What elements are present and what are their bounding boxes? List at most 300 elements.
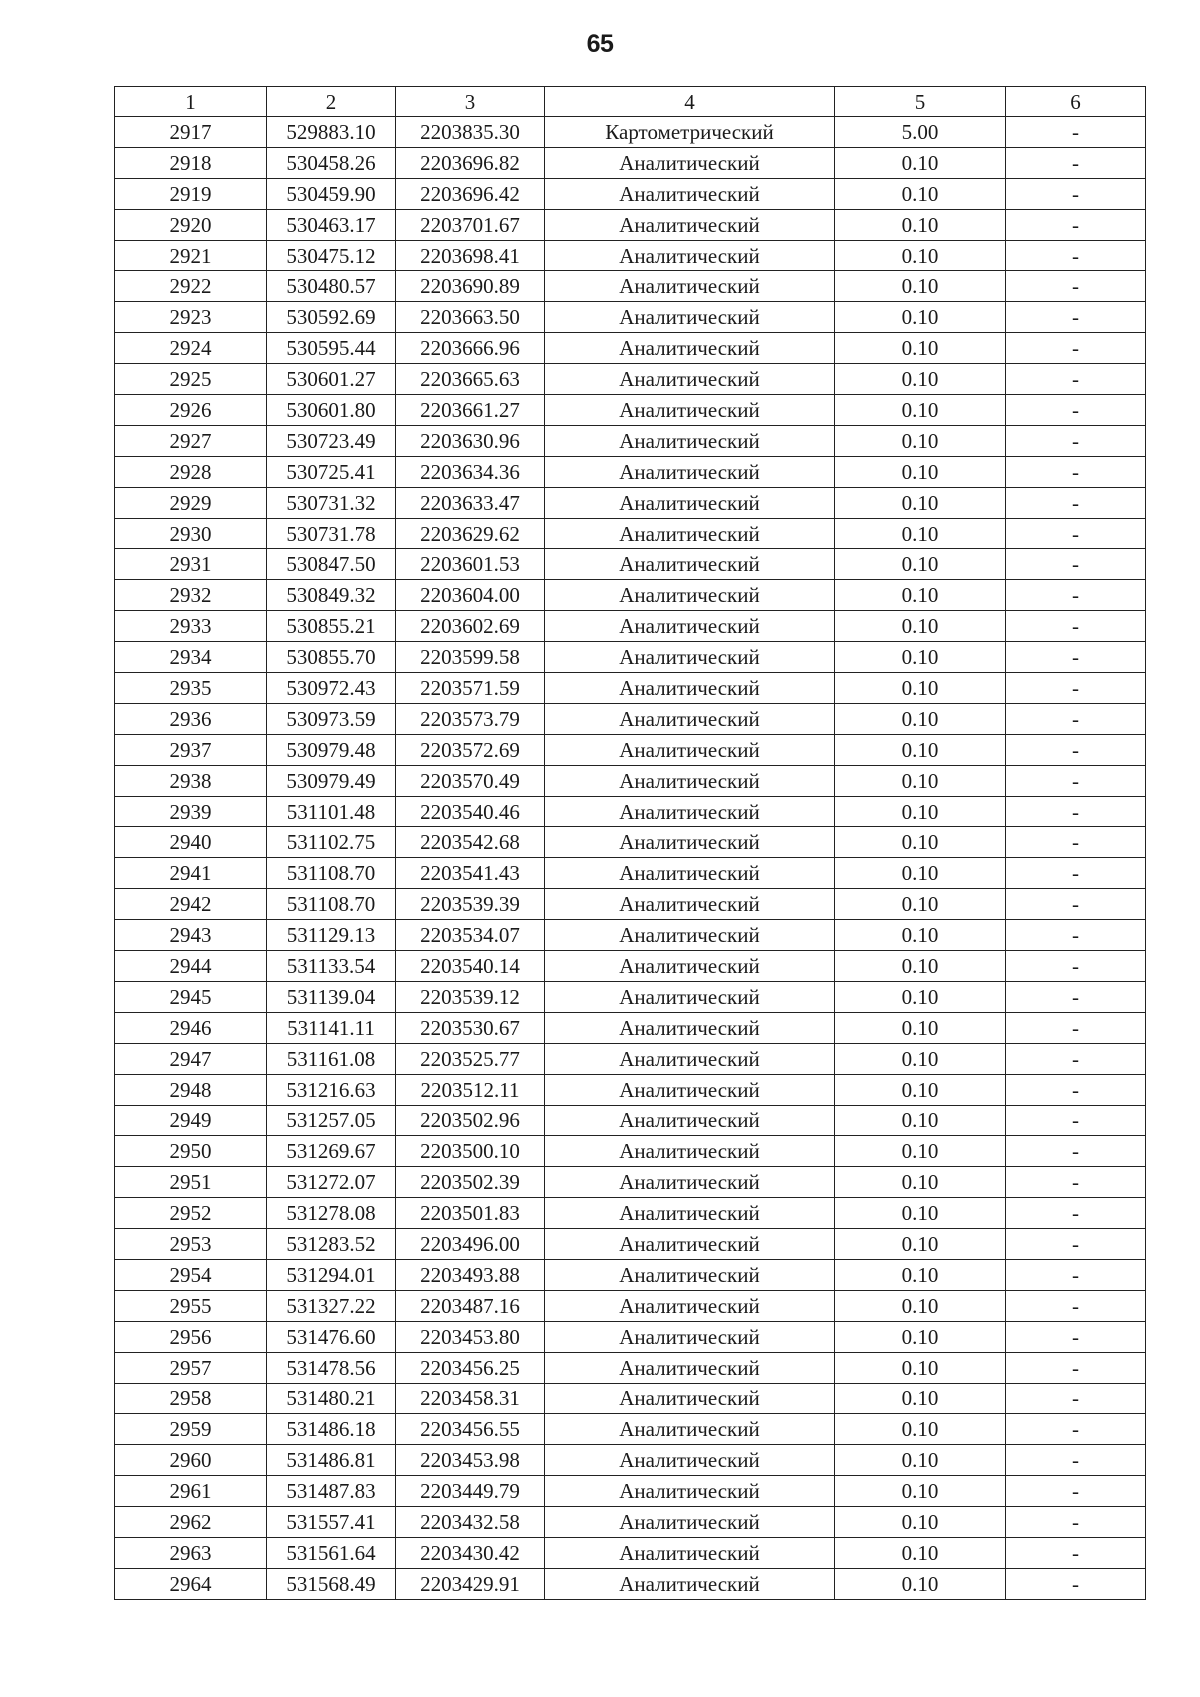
table-row [115, 1105, 1146, 1136]
point-number-cell: 2936 [115, 703, 267, 734]
note-cell: - [1006, 1198, 1146, 1229]
y-coordinate-cell: 2203502.96 [396, 1105, 545, 1136]
point-number-cell: 2957 [115, 1352, 267, 1383]
y-coordinate-cell: 2203541.43 [396, 858, 545, 889]
x-coordinate-cell: 531486.18 [267, 1414, 396, 1445]
table-row [115, 117, 1146, 148]
y-coordinate-cell: 2203540.46 [396, 796, 545, 827]
point-number-cell: 2952 [115, 1198, 267, 1229]
x-coordinate-cell: 531486.81 [267, 1445, 396, 1476]
x-coordinate-cell: 531278.08 [267, 1198, 396, 1229]
table-row [115, 147, 1146, 178]
point-number-cell: 2951 [115, 1167, 267, 1198]
x-coordinate-cell: 531294.01 [267, 1259, 396, 1290]
method-cell: Аналитический [545, 518, 835, 549]
x-coordinate-cell: 530480.57 [267, 271, 396, 302]
table-row [115, 302, 1146, 333]
y-coordinate-cell: 2203456.55 [396, 1414, 545, 1445]
y-coordinate-cell: 2203698.41 [396, 240, 545, 271]
accuracy-cell: 0.10 [835, 1012, 1006, 1043]
note-cell: - [1006, 518, 1146, 549]
method-cell: Аналитический [545, 364, 835, 395]
method-cell: Аналитический [545, 1383, 835, 1414]
point-number-cell: 2963 [115, 1537, 267, 1568]
accuracy-cell: 0.10 [835, 827, 1006, 858]
accuracy-cell: 0.10 [835, 1043, 1006, 1074]
method-cell: Аналитический [545, 178, 835, 209]
x-coordinate-cell: 531272.07 [267, 1167, 396, 1198]
table-row [115, 209, 1146, 240]
method-cell: Аналитический [545, 147, 835, 178]
x-coordinate-cell: 531269.67 [267, 1136, 396, 1167]
note-cell: - [1006, 1074, 1146, 1105]
note-cell: - [1006, 302, 1146, 333]
x-coordinate-cell: 531108.70 [267, 858, 396, 889]
accuracy-cell: 0.10 [835, 178, 1006, 209]
point-number-cell: 2933 [115, 611, 267, 642]
table-row [115, 981, 1146, 1012]
accuracy-cell: 0.10 [835, 1414, 1006, 1445]
note-cell: - [1006, 1537, 1146, 1568]
note-cell: - [1006, 734, 1146, 765]
accuracy-cell: 0.10 [835, 920, 1006, 951]
point-number-cell: 2923 [115, 302, 267, 333]
method-cell: Аналитический [545, 333, 835, 364]
accuracy-cell: 0.10 [835, 425, 1006, 456]
table-row [115, 673, 1146, 704]
method-cell: Аналитический [545, 858, 835, 889]
table-row [115, 456, 1146, 487]
column-header: 4 [545, 87, 835, 117]
method-cell: Аналитический [545, 611, 835, 642]
table-row [115, 920, 1146, 951]
table-row [115, 1507, 1146, 1538]
method-cell: Аналитический [545, 1321, 835, 1352]
method-cell: Аналитический [545, 1445, 835, 1476]
note-cell: - [1006, 858, 1146, 889]
y-coordinate-cell: 2203525.77 [396, 1043, 545, 1074]
note-cell: - [1006, 1229, 1146, 1260]
accuracy-cell: 0.10 [835, 1321, 1006, 1352]
point-number-cell: 2943 [115, 920, 267, 951]
table-row [115, 1198, 1146, 1229]
x-coordinate-cell: 531480.21 [267, 1383, 396, 1414]
x-coordinate-cell: 531327.22 [267, 1290, 396, 1321]
point-number-cell: 2939 [115, 796, 267, 827]
note-cell: - [1006, 549, 1146, 580]
y-coordinate-cell: 2203663.50 [396, 302, 545, 333]
point-number-cell: 2925 [115, 364, 267, 395]
method-cell: Аналитический [545, 1352, 835, 1383]
method-cell: Аналитический [545, 734, 835, 765]
accuracy-cell: 0.10 [835, 889, 1006, 920]
point-number-cell: 2927 [115, 425, 267, 456]
method-cell: Аналитический [545, 425, 835, 456]
y-coordinate-cell: 2203453.98 [396, 1445, 545, 1476]
accuracy-cell: 0.10 [835, 1259, 1006, 1290]
method-cell: Аналитический [545, 240, 835, 271]
point-number-cell: 2931 [115, 549, 267, 580]
y-coordinate-cell: 2203602.69 [396, 611, 545, 642]
y-coordinate-cell: 2203601.53 [396, 549, 545, 580]
method-cell: Аналитический [545, 549, 835, 580]
note-cell: - [1006, 333, 1146, 364]
accuracy-cell: 0.10 [835, 1507, 1006, 1538]
note-cell: - [1006, 1445, 1146, 1476]
point-number-cell: 2921 [115, 240, 267, 271]
table-row [115, 1537, 1146, 1568]
x-coordinate-cell: 530601.80 [267, 395, 396, 426]
table-row [115, 364, 1146, 395]
x-coordinate-cell: 531161.08 [267, 1043, 396, 1074]
x-coordinate-cell: 531141.11 [267, 1012, 396, 1043]
table-row [115, 1352, 1146, 1383]
accuracy-cell: 0.10 [835, 642, 1006, 673]
table-row [115, 1136, 1146, 1167]
x-coordinate-cell: 531139.04 [267, 981, 396, 1012]
method-cell: Аналитический [545, 456, 835, 487]
point-number-cell: 2924 [115, 333, 267, 364]
y-coordinate-cell: 2203501.83 [396, 1198, 545, 1229]
method-cell: Аналитический [545, 1012, 835, 1043]
table-row [115, 1259, 1146, 1290]
method-cell: Аналитический [545, 703, 835, 734]
accuracy-cell: 0.10 [835, 580, 1006, 611]
note-cell: - [1006, 611, 1146, 642]
x-coordinate-cell: 531129.13 [267, 920, 396, 951]
y-coordinate-cell: 2203449.79 [396, 1476, 545, 1507]
x-coordinate-cell: 530973.59 [267, 703, 396, 734]
note-cell: - [1006, 456, 1146, 487]
note-cell: - [1006, 1352, 1146, 1383]
y-coordinate-cell: 2203512.11 [396, 1074, 545, 1105]
table-row [115, 703, 1146, 734]
y-coordinate-cell: 2203502.39 [396, 1167, 545, 1198]
y-coordinate-cell: 2203500.10 [396, 1136, 545, 1167]
table-row [115, 858, 1146, 889]
y-coordinate-cell: 2203630.96 [396, 425, 545, 456]
y-coordinate-cell: 2203835.30 [396, 117, 545, 148]
note-cell: - [1006, 703, 1146, 734]
method-cell: Аналитический [545, 1414, 835, 1445]
table-row [115, 333, 1146, 364]
note-cell: - [1006, 1476, 1146, 1507]
x-coordinate-cell: 531476.60 [267, 1321, 396, 1352]
table-row [115, 549, 1146, 580]
accuracy-cell: 0.10 [835, 1568, 1006, 1599]
accuracy-cell: 0.10 [835, 518, 1006, 549]
accuracy-cell: 0.10 [835, 147, 1006, 178]
accuracy-cell: 0.10 [835, 1167, 1006, 1198]
point-number-cell: 2930 [115, 518, 267, 549]
accuracy-cell: 0.10 [835, 1383, 1006, 1414]
y-coordinate-cell: 2203570.49 [396, 765, 545, 796]
note-cell: - [1006, 827, 1146, 858]
method-cell: Аналитический [545, 1537, 835, 1568]
header-row [115, 87, 1146, 117]
page-number: 65 [586, 30, 614, 58]
method-cell: Аналитический [545, 302, 835, 333]
accuracy-cell: 0.10 [835, 1198, 1006, 1229]
y-coordinate-cell: 2203496.00 [396, 1229, 545, 1260]
point-number-cell: 2945 [115, 981, 267, 1012]
y-coordinate-cell: 2203539.12 [396, 981, 545, 1012]
table-row [115, 1414, 1146, 1445]
accuracy-cell: 0.10 [835, 1136, 1006, 1167]
x-coordinate-cell: 530475.12 [267, 240, 396, 271]
x-coordinate-cell: 531478.56 [267, 1352, 396, 1383]
note-cell: - [1006, 487, 1146, 518]
point-number-cell: 2932 [115, 580, 267, 611]
table-header [115, 87, 1146, 117]
x-coordinate-cell: 530592.69 [267, 302, 396, 333]
accuracy-cell: 0.10 [835, 1229, 1006, 1260]
table-row [115, 734, 1146, 765]
y-coordinate-cell: 2203487.16 [396, 1290, 545, 1321]
table-row [115, 580, 1146, 611]
x-coordinate-cell: 531108.70 [267, 889, 396, 920]
table-row [115, 1568, 1146, 1599]
table-body [115, 117, 1146, 1600]
point-number-cell: 2937 [115, 734, 267, 765]
note-cell: - [1006, 1259, 1146, 1290]
method-cell: Аналитический [545, 981, 835, 1012]
point-number-cell: 2941 [115, 858, 267, 889]
y-coordinate-cell: 2203572.69 [396, 734, 545, 765]
column-header: 1 [115, 87, 267, 117]
method-cell: Аналитический [545, 1259, 835, 1290]
note-cell: - [1006, 1012, 1146, 1043]
accuracy-cell: 0.10 [835, 1290, 1006, 1321]
column-header: 6 [1006, 87, 1146, 117]
method-cell: Аналитический [545, 1198, 835, 1229]
note-cell: - [1006, 920, 1146, 951]
table-row [115, 425, 1146, 456]
x-coordinate-cell: 531102.75 [267, 827, 396, 858]
note-cell: - [1006, 147, 1146, 178]
point-number-cell: 2949 [115, 1105, 267, 1136]
method-cell: Аналитический [545, 1507, 835, 1538]
accuracy-cell: 0.10 [835, 1074, 1006, 1105]
note-cell: - [1006, 673, 1146, 704]
point-number-cell: 2953 [115, 1229, 267, 1260]
accuracy-cell: 0.10 [835, 796, 1006, 827]
x-coordinate-cell: 529883.10 [267, 117, 396, 148]
table-row [115, 765, 1146, 796]
column-header: 5 [835, 87, 1006, 117]
accuracy-cell: 0.10 [835, 487, 1006, 518]
point-number-cell: 2919 [115, 178, 267, 209]
y-coordinate-cell: 2203633.47 [396, 487, 545, 518]
method-cell: Картометрический [545, 117, 835, 148]
note-cell: - [1006, 364, 1146, 395]
x-coordinate-cell: 531561.64 [267, 1537, 396, 1568]
y-coordinate-cell: 2203432.58 [396, 1507, 545, 1538]
method-cell: Аналитический [545, 487, 835, 518]
method-cell: Аналитический [545, 1476, 835, 1507]
note-cell: - [1006, 425, 1146, 456]
note-cell: - [1006, 981, 1146, 1012]
y-coordinate-cell: 2203453.80 [396, 1321, 545, 1352]
table-row [115, 271, 1146, 302]
point-number-cell: 2955 [115, 1290, 267, 1321]
accuracy-cell: 0.10 [835, 673, 1006, 704]
x-coordinate-cell: 530731.32 [267, 487, 396, 518]
method-cell: Аналитический [545, 642, 835, 673]
method-cell: Аналитический [545, 1105, 835, 1136]
method-cell: Аналитический [545, 765, 835, 796]
x-coordinate-cell: 530979.48 [267, 734, 396, 765]
coordinates-table-container [114, 86, 1145, 1600]
y-coordinate-cell: 2203571.59 [396, 673, 545, 704]
method-cell: Аналитический [545, 1568, 835, 1599]
note-cell: - [1006, 395, 1146, 426]
y-coordinate-cell: 2203540.14 [396, 951, 545, 982]
table-row [115, 1043, 1146, 1074]
table-row [115, 1074, 1146, 1105]
y-coordinate-cell: 2203458.31 [396, 1383, 545, 1414]
table-row [115, 1229, 1146, 1260]
accuracy-cell: 0.10 [835, 858, 1006, 889]
method-cell: Аналитический [545, 827, 835, 858]
table-row [115, 518, 1146, 549]
x-coordinate-cell: 531487.83 [267, 1476, 396, 1507]
x-coordinate-cell: 531257.05 [267, 1105, 396, 1136]
note-cell: - [1006, 1290, 1146, 1321]
point-number-cell: 2935 [115, 673, 267, 704]
point-number-cell: 2926 [115, 395, 267, 426]
x-coordinate-cell: 530855.70 [267, 642, 396, 673]
x-coordinate-cell: 530601.27 [267, 364, 396, 395]
x-coordinate-cell: 530849.32 [267, 580, 396, 611]
point-number-cell: 2938 [115, 765, 267, 796]
accuracy-cell: 0.10 [835, 703, 1006, 734]
point-number-cell: 2947 [115, 1043, 267, 1074]
note-cell: - [1006, 1105, 1146, 1136]
accuracy-cell: 0.10 [835, 1105, 1006, 1136]
method-cell: Аналитический [545, 1290, 835, 1321]
point-number-cell: 2940 [115, 827, 267, 858]
y-coordinate-cell: 2203493.88 [396, 1259, 545, 1290]
note-cell: - [1006, 580, 1146, 611]
table-row [115, 395, 1146, 426]
table-row [115, 1012, 1146, 1043]
point-number-cell: 2917 [115, 117, 267, 148]
method-cell: Аналитический [545, 673, 835, 704]
accuracy-cell: 0.10 [835, 1476, 1006, 1507]
table-row [115, 951, 1146, 982]
y-coordinate-cell: 2203696.42 [396, 178, 545, 209]
method-cell: Аналитический [545, 1043, 835, 1074]
point-number-cell: 2934 [115, 642, 267, 673]
accuracy-cell: 0.10 [835, 611, 1006, 642]
point-number-cell: 2929 [115, 487, 267, 518]
point-number-cell: 2922 [115, 271, 267, 302]
accuracy-cell: 0.10 [835, 240, 1006, 271]
point-number-cell: 2920 [115, 209, 267, 240]
accuracy-cell: 0.10 [835, 981, 1006, 1012]
note-cell: - [1006, 178, 1146, 209]
table-row [115, 1321, 1146, 1352]
table-row [115, 889, 1146, 920]
table-row [115, 611, 1146, 642]
x-coordinate-cell: 530459.90 [267, 178, 396, 209]
point-number-cell: 2962 [115, 1507, 267, 1538]
point-number-cell: 2960 [115, 1445, 267, 1476]
x-coordinate-cell: 530723.49 [267, 425, 396, 456]
method-cell: Аналитический [545, 1074, 835, 1105]
accuracy-cell: 0.10 [835, 1537, 1006, 1568]
note-cell: - [1006, 642, 1146, 673]
y-coordinate-cell: 2203599.58 [396, 642, 545, 673]
point-number-cell: 2956 [115, 1321, 267, 1352]
point-number-cell: 2959 [115, 1414, 267, 1445]
y-coordinate-cell: 2203430.42 [396, 1537, 545, 1568]
table-row [115, 1476, 1146, 1507]
point-number-cell: 2958 [115, 1383, 267, 1414]
x-coordinate-cell: 531216.63 [267, 1074, 396, 1105]
note-cell: - [1006, 796, 1146, 827]
accuracy-cell: 0.10 [835, 395, 1006, 426]
accuracy-cell: 0.10 [835, 1445, 1006, 1476]
x-coordinate-cell: 530847.50 [267, 549, 396, 580]
x-coordinate-cell: 530463.17 [267, 209, 396, 240]
table-row [115, 1167, 1146, 1198]
point-number-cell: 2954 [115, 1259, 267, 1290]
method-cell: Аналитический [545, 271, 835, 302]
point-number-cell: 2961 [115, 1476, 267, 1507]
accuracy-cell: 0.10 [835, 271, 1006, 302]
y-coordinate-cell: 2203661.27 [396, 395, 545, 426]
x-coordinate-cell: 530725.41 [267, 456, 396, 487]
note-cell: - [1006, 240, 1146, 271]
note-cell: - [1006, 1507, 1146, 1538]
note-cell: - [1006, 1568, 1146, 1599]
note-cell: - [1006, 1167, 1146, 1198]
table-row [115, 1383, 1146, 1414]
table-row [115, 642, 1146, 673]
y-coordinate-cell: 2203634.36 [396, 456, 545, 487]
method-cell: Аналитический [545, 889, 835, 920]
y-coordinate-cell: 2203534.07 [396, 920, 545, 951]
x-coordinate-cell: 530979.49 [267, 765, 396, 796]
y-coordinate-cell: 2203573.79 [396, 703, 545, 734]
y-coordinate-cell: 2203666.96 [396, 333, 545, 364]
table-row [115, 240, 1146, 271]
point-number-cell: 2964 [115, 1568, 267, 1599]
method-cell: Аналитический [545, 920, 835, 951]
note-cell: - [1006, 889, 1146, 920]
x-coordinate-cell: 531568.49 [267, 1568, 396, 1599]
y-coordinate-cell: 2203629.62 [396, 518, 545, 549]
x-coordinate-cell: 531133.54 [267, 951, 396, 982]
accuracy-cell: 0.10 [835, 1352, 1006, 1383]
method-cell: Аналитический [545, 951, 835, 982]
accuracy-cell: 0.10 [835, 456, 1006, 487]
table-row [115, 1445, 1146, 1476]
note-cell: - [1006, 117, 1146, 148]
point-number-cell: 2948 [115, 1074, 267, 1105]
y-coordinate-cell: 2203696.82 [396, 147, 545, 178]
x-coordinate-cell: 530731.78 [267, 518, 396, 549]
point-number-cell: 2918 [115, 147, 267, 178]
method-cell: Аналитический [545, 209, 835, 240]
table-row [115, 796, 1146, 827]
note-cell: - [1006, 209, 1146, 240]
x-coordinate-cell: 531101.48 [267, 796, 396, 827]
x-coordinate-cell: 531557.41 [267, 1507, 396, 1538]
note-cell: - [1006, 765, 1146, 796]
